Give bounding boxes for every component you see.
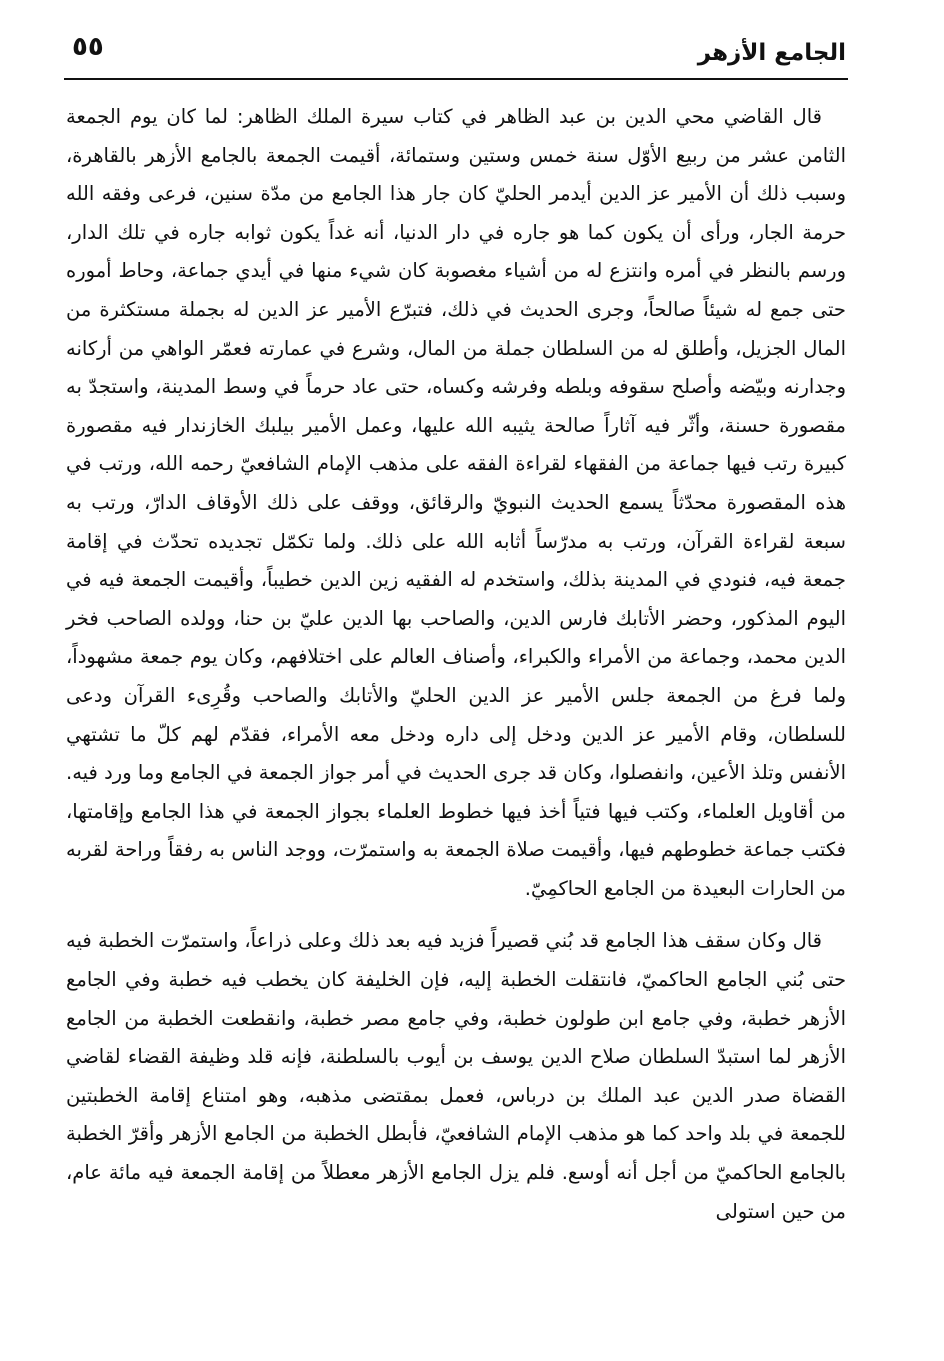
body-text xyxy=(66,98,846,1231)
running-title: الجامع الأزهر xyxy=(697,40,846,66)
header-rule xyxy=(64,78,848,80)
paragraph-1: قال القاضي محي الدين بن عبد الظاهر في كتاب سيرة الملك الظاهر: لما كان يوم الجمعة الثامن عشر من ربيع الأوّل سنة خمس وستين وستمائة، أقيمت الجمعة بالجامع الأزهر بالقاهرة، وسبب ذلك أن الأمير عز الدين أيدمر الحليّ كان جار هذا الجامع من مدّة سنين، فرعى وفقه الله حرمة الجار، ورأى أن يكون كما هو جاره في دار الدنيا، أنه غداً يكون ثوابه جاره في تلك الدار، ورسم بالنظر في أمره وانتزع له من أشياء مغصوبة كان شيء منها في أيدي جماعة، وحاط أموره حتى جمع له شيئاً صالحاً، وجرى الحديث في ذلك، فتبرّع الأمير عز الدين له بجملة مستكثرة من المال الجزيل، وأطلق له من السلطان جملة من المال، وشرع في عمارته فعمّر الواهي من أركانه وجدارنه وبيّضه وأصلح سقوفه وبلطه وفرشه وكساه، حتى عاد حرماً في وسط المدينة، واستجدّ به مقصورة حسنة، وأثّر فيه آثاراً صالحة يثيبه الله عليها، وعمل الأمير بيلبك الخازندار فيه مقصورة كبيرة رتب فيها جماعة من الفقهاء لقراءة الفقه على مذهب الإمام الشافعيّ رحمه الله، ورتب في هذه المقصورة محدّثاً يسمع الحديث النبويّ والرقائق، ووقف على ذلك الأوقاف الدارّ، ورتب به سبعة لقراءة القرآن، ورتب به مدرّساً أثابه الله على ذلك. ولما تكمّل تجديده تحدّث في إقامة جمعة فيه، فنودي في المدينة بذلك، واستخدم له الفقيه زين الدين خطيباً، وأقيمت الجمعة فيه في اليوم المذكور، وحضر الأتابك فارس الدين، والصاحب بها الدين عليّ بن حنا، وولده الصاحب فخر الدين محمد، وجماعة من الأمراء والكبراء، وأصناف العالم على اختلافهم، وكان يوم جمعة مشهوداً، ولما فرغ من الجمعة جلس الأمير عز الدين الحليّ والأتابك والصاحب وقُرِىء القرآن ودعى للسلطان، وقام الأمير عز الدين ودخل إلى داره ودخل معه الأمراء، فقدّم لهم كلّ ما تشتهي الأنفس وتلذ الأعين، وانفصلوا، وكان قد جرى الحديث في أمر جواز الجمعة في الجامع وما ورد فيه. من أقاويل العلماء، وكتب فيها فتياً أخذ فيها خطوط العلماء بجواز الجمعة في هذا الجامع وإقامتها، فكتب جماعة خطوطهم فيها، وأقيمت صلاة الجمعة به واستمرّت، ووجد الناس به رفقاً وراحة لقربه من الحارات البعيدة من الجامع الحاكمِيّ. xyxy=(66,105,846,900)
page-number: ٥٥ xyxy=(72,32,104,62)
paragraph-2: قال وكان سقف هذا الجامع قد بُني قصيراً فزيد فيه بعد ذلك وعلى ذراعاً، واستمرّت الخطبة فيه حتى بُني الجامع الحاكميّ، فانتقلت الخطبة إليه، فإن الخليفة كان يخطب فيه خطبة وفي الجامع الأزهر خطبة، وفي جامع ابن طولون خطبة، وفي جامع مصر خطبة، وانقطعت الخطبة من الجامع الأزهر لما استبدّ السلطان صلاح الدين يوسف بن أيوب بالسلطنة، فإنه قلد وظيفة القضاء لقاضي القضاة صدر الدين عبد الملك بن درباس، فعمل بمقتضى مذهبه، وهو امتناع إقامة الخطبتين للجمعة في بلد واحد كما هو مذهب الإمام الشافعيّ، فأبطل الخطبة من الجامع الأزهر وأقرّ الخطبة بالجامع الحاكميّ من أجل أنه أوسع. فلم يزل الجامع الأزهر معطلاً من إقامة الجمعة فيه مائة عام، من حين استولى xyxy=(66,929,846,1223)
page-header xyxy=(64,28,846,76)
